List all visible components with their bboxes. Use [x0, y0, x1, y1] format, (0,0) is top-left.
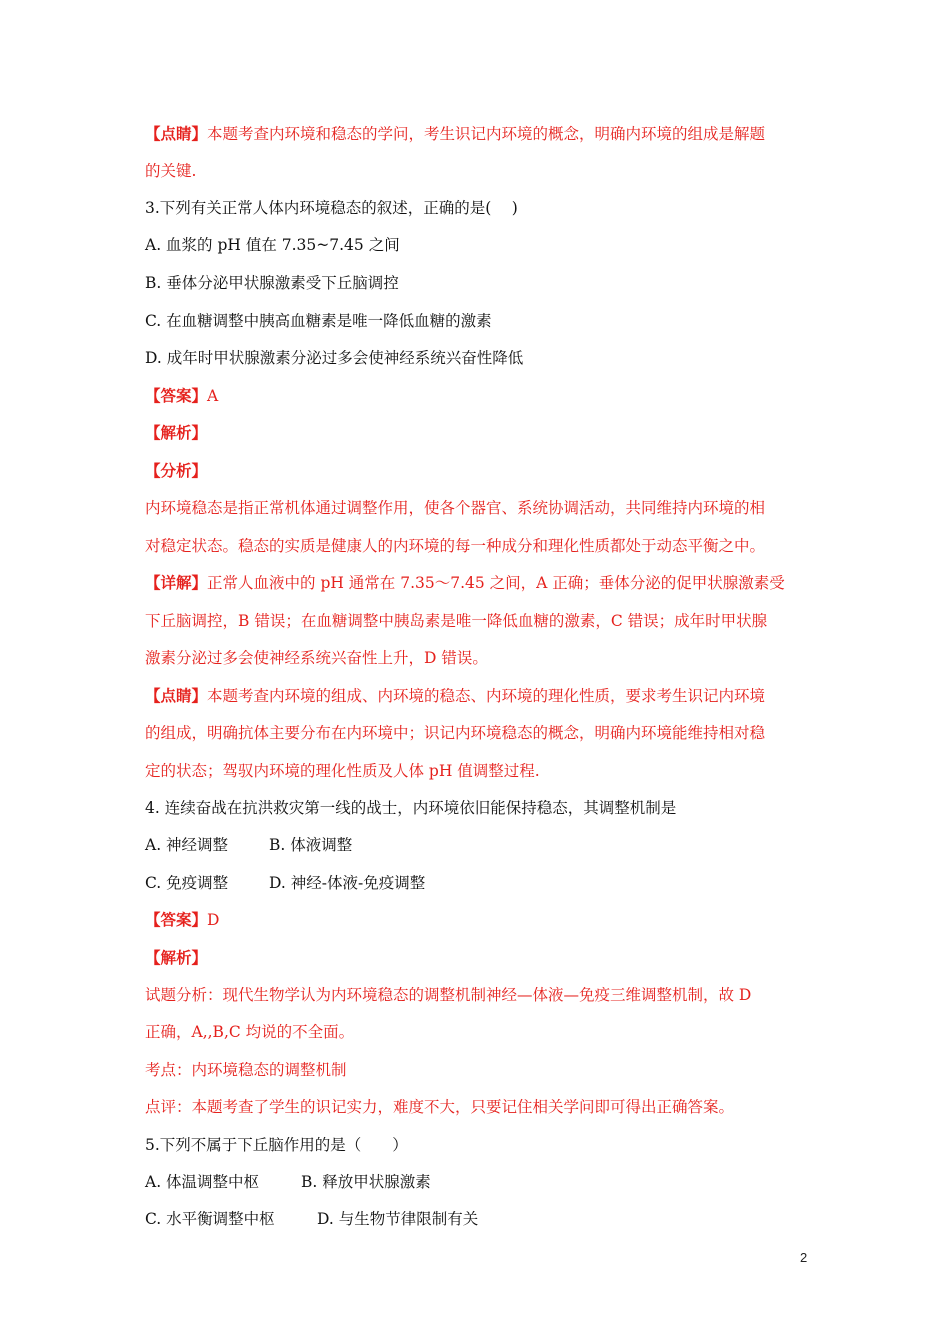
question-3-analysis-line-2: 对稳定状态。稳态的实质是健康人的内环境的每一种成分和理化性质都处于动态平衡之中。 — [145, 537, 766, 555]
question-3-option-a: A. 血浆的 pH 值在 7.35~7.45 之间 — [145, 236, 400, 254]
question-4-options-row-2 — [145, 872, 425, 894]
point-text-1: 本题考查内环境的组成、内环境的稳态、内环境的理化性质，要求考生识记内环境 — [207, 687, 766, 705]
question-5-option-a: A. 体温调整中枢 — [145, 1173, 260, 1191]
dianjing-line-2: 的关键. — [145, 162, 197, 180]
question-3-stem: 3.下列有关正常人体内环境稳态的叙述，正确的是( ) — [145, 199, 518, 217]
detail-text-1: 正常人血液中的 pH 通常在 7.35～7.45 之间，A 正确；垂体分泌的促甲状腺激素受 — [207, 574, 785, 592]
dianjing-tag: 【点睛】 — [145, 124, 208, 143]
question-3-point-line-1 — [145, 685, 765, 707]
question-3-option-d: D. 成年时甲状腺激素分泌过多会使神经系统兴奋性降低 — [145, 349, 524, 367]
question-3-detail-line-2: 下丘脑调控，B 错误；在血糖调整中胰岛素是唯一降低血糖的激素，C 错误；成年时甲状腺 — [145, 612, 768, 630]
question-4-option-a: A. 神经调整 — [145, 836, 229, 854]
answer-tag: 【答案】 — [145, 910, 208, 929]
question-5-stem: 5.下列不属于下丘脑作用的是（ ） — [145, 1136, 408, 1154]
question-4-answer — [145, 909, 219, 931]
question-4-dianping: 点评：本题考查了学生的识记实力，难度不大，只要记住相关学问即可得出正确答案。 — [145, 1098, 735, 1116]
question-5-options-row-2 — [145, 1208, 478, 1230]
answer-tag: 【答案】 — [145, 386, 208, 405]
question-3-answer — [145, 385, 218, 407]
point-tag: 【点睛】 — [145, 686, 208, 705]
page-number: 2 — [800, 1250, 808, 1265]
question-4-option-c: C. 免疫调整 — [145, 874, 229, 892]
question-3-detail-line-3: 激素分泌过多会使神经系统兴奋性上升，D 错误。 — [145, 649, 488, 667]
question-5-option-d: D. 与生物节律限制有关 — [317, 1210, 479, 1228]
question-5-options-row-1 — [145, 1171, 431, 1193]
question-3-option-b: B. 垂体分泌甲状腺激素受下丘脑调控 — [145, 274, 399, 292]
question-4-stem: 4. 连续奋战在抗洪救灾第一线的战士，内环境依旧能保持稳态，其调整机制是 — [145, 799, 677, 817]
question-4-kaodian: 考点：内环境稳态的调整机制 — [145, 1061, 347, 1079]
question-3-point-line-2: 的组成，明确抗体主要分布在内环境中；识记内环境稳态的概念，明确内环境能维持相对稳 — [145, 724, 766, 742]
question-5-option-b: B. 释放甲状腺激素 — [301, 1173, 431, 1191]
question-3-jiexi-heading: 【解析】 — [145, 423, 208, 442]
question-3-fenxi-heading: 【分析】 — [145, 461, 208, 480]
detail-tag: 【详解】 — [145, 573, 208, 592]
question-3-detail-line-1 — [145, 572, 785, 594]
dianjing-text-1: 本题考查内环境和稳态的学问，考生识记内环境的概念，明确内环境的组成是解题 — [207, 125, 766, 143]
question-4-option-d: D. 神经-体液-免疫调整 — [269, 874, 426, 892]
question-4-explanation-line-1: 试题分析：现代生物学认为内环境稳态的调整机制神经—体液—免疫三维调整机制，故 D — [145, 986, 752, 1004]
question-4-option-b: B. 体液调整 — [269, 836, 353, 854]
dianjing-line-1 — [145, 123, 765, 145]
answer-value: D — [207, 911, 220, 929]
answer-value: A — [207, 387, 219, 405]
question-3-option-c: C. 在血糖调整中胰高血糖素是唯一降低血糖的激素 — [145, 312, 492, 330]
question-3-point-line-3: 定的状态；驾驭内环境的理化性质及人体 pH 值调整过程. — [145, 762, 540, 780]
question-4-explanation-line-2: 正确，A,,B,C 均说的不全面。 — [145, 1023, 355, 1041]
question-5-option-c: C. 水平衡调整中枢 — [145, 1210, 275, 1228]
question-4-options-row-1 — [145, 834, 352, 856]
question-4-jiexi-heading: 【解析】 — [145, 948, 208, 967]
question-3-analysis-line-1: 内环境稳态是指正常机体通过调整作用，使各个器官、系统协调活动，共同维持内环境的相 — [145, 499, 766, 517]
